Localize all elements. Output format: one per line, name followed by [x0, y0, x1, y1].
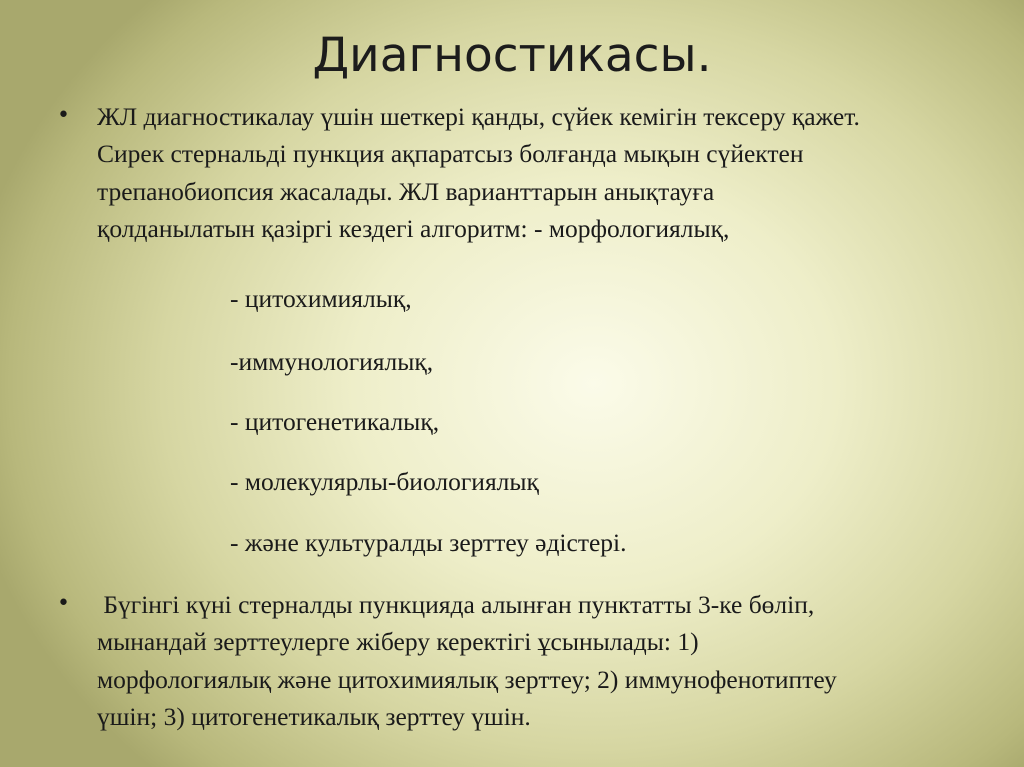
method-item: - және культуралды зерттеу әдістері. [230, 528, 627, 557]
paragraph-line: морфологиялық және цитохимиялық зерттеу; 2) иммунофенотиптеу [97, 664, 837, 694]
paragraph-line: қолданылатын қазіргі кездегі алгоритм: - морфологиялық, [97, 213, 730, 243]
bullet-marker: • [57, 591, 70, 616]
paragraph-recommendation [97, 586, 987, 735]
paragraph-line: үшін; 3) цитогенетикалық зерттеу үшін. [97, 701, 531, 731]
bullet-marker: • [57, 103, 70, 128]
paragraph-line: Сирек стернальді пункция ақпаратсыз болғанда мықын сүйектен [97, 139, 804, 169]
method-item: -иммунологиялық, [230, 347, 434, 376]
paragraph-diagnostics [97, 98, 987, 247]
method-item: - цитогенетикалық, [230, 407, 440, 436]
method-item: - цитохимиялық, [230, 284, 412, 313]
paragraph-line: Бүгінгі күні стерналды пункцияда алынған пунктатты 3-ке бөліп, [97, 590, 815, 619]
slide-title: Диагностикасы. [312, 28, 712, 83]
method-item: - молекулярлы-биологиялық [230, 467, 539, 496]
paragraph-line: трепанобиопсия жасалады. ЖЛ варианттарын анықтауға [97, 176, 715, 206]
paragraph-line: ЖЛ диагностикалау үшін шеткері қанды, сүйек кемігін тексеру қажет. [97, 102, 860, 131]
paragraph-line: мынандай зерттеулерге жіберу керектігі ұсынылады: 1) [97, 627, 699, 657]
